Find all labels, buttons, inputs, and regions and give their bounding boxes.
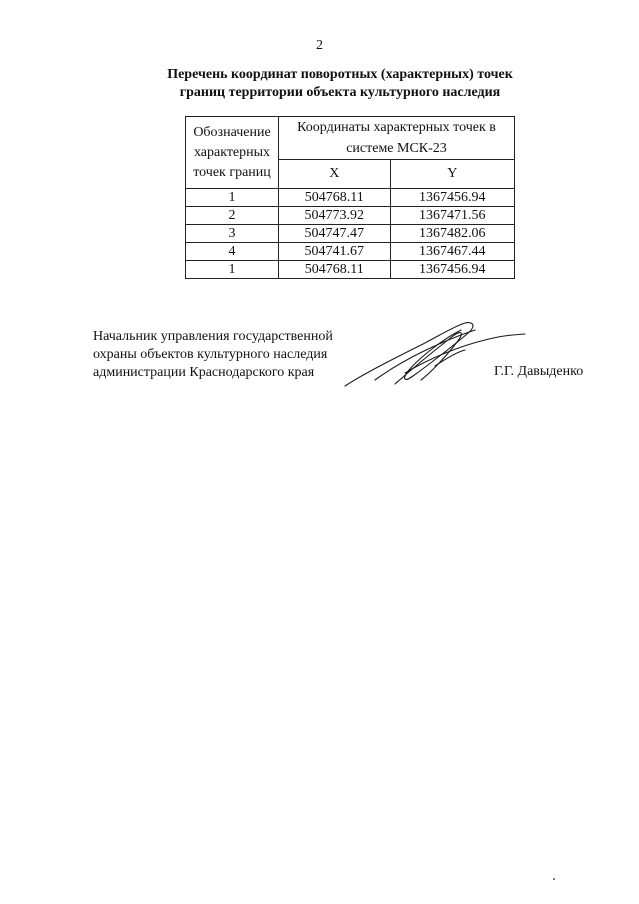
title-line-1: Перечень координат поворотных (характерных) точек: [167, 67, 513, 82]
x-coordinate: 504768.11: [279, 189, 391, 207]
point-number: 4: [186, 243, 279, 261]
table-row: [186, 225, 515, 243]
table-row: [186, 243, 515, 261]
y-coordinate: 1367482.06: [390, 225, 514, 243]
x-column-header: X: [279, 160, 391, 189]
y-coordinate: 1367456.94: [390, 261, 514, 279]
table-row: [186, 189, 515, 207]
position-line-1: Начальник управления государственной: [93, 329, 333, 344]
point-designation-header: Обозначение характерных точек границ: [186, 117, 279, 189]
coordinates-table: [185, 116, 515, 279]
y-coordinate: 1367467.44: [390, 243, 514, 261]
y-coordinate: 1367471.56: [390, 207, 514, 225]
x-coordinate: 504773.92: [279, 207, 391, 225]
point-number: 1: [186, 189, 279, 207]
scan-artifact: [553, 878, 555, 880]
signer-name: Г.Г. Давыденко: [494, 364, 584, 379]
table-row: [186, 207, 515, 225]
point-number: 1: [186, 261, 279, 279]
point-number: 2: [186, 207, 279, 225]
position-line-3: администрации Краснодарского края: [93, 365, 315, 380]
position-line-2: охраны объектов культурного наследия: [93, 347, 328, 362]
page-number: 2: [316, 38, 323, 53]
point-number: 3: [186, 225, 279, 243]
document-title: [120, 66, 560, 102]
x-coordinate: 504747.47: [279, 225, 391, 243]
title-line-2: границ территории объекта культурного наследия: [179, 85, 501, 100]
table-row: [186, 261, 515, 279]
x-coordinate: 504741.67: [279, 243, 391, 261]
y-coordinate: 1367456.94: [390, 189, 514, 207]
signer-position: [93, 328, 333, 382]
coordinates-system-header: Координаты характерных точек в системе МСК-23: [279, 117, 515, 160]
y-column-header: Y: [390, 160, 514, 189]
x-coordinate: 504768.11: [279, 261, 391, 279]
